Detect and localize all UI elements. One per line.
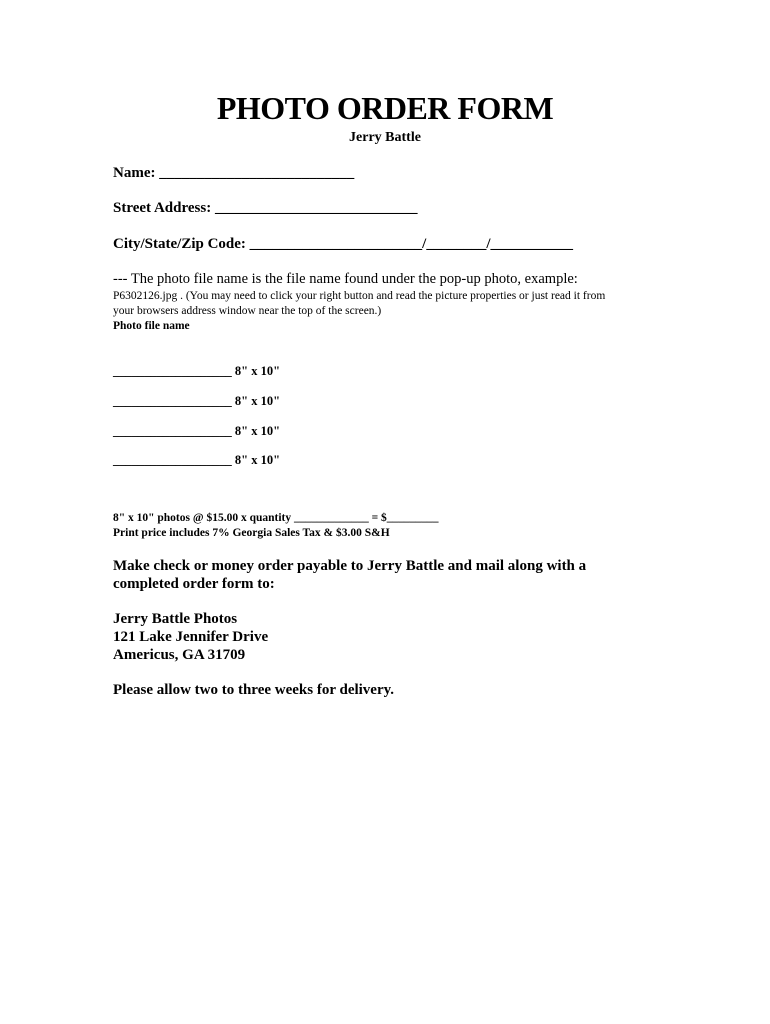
instruction-line-3: your browsers address window near the top of the screen.) (113, 305, 382, 317)
photo-line-1: ___________________ 8" x 10" (113, 364, 281, 378)
price-calculation-line: 8" x 10" photos @ $15.00 x quantity _____________ = $_________ (113, 512, 439, 524)
photo-line-3: ___________________ 8" x 10" (113, 424, 281, 438)
city-state-zip-field: City/State/Zip Code: _______________________/________/___________ (113, 236, 573, 252)
photo-file-name-label: Photo file name (113, 320, 190, 332)
street-address-field: Street Address: ___________________________ (113, 200, 418, 216)
mailing-address-city: Americus, GA 31709 (113, 647, 246, 663)
photo-line-2: ___________________ 8" x 10" (113, 394, 281, 408)
form-subtitle: Jerry Battle (349, 130, 421, 145)
mailing-address-street: 121 Lake Jennifer Drive (113, 629, 269, 645)
payment-instruction-line-2: completed order form to: (113, 576, 275, 592)
mailing-address-name: Jerry Battle Photos (113, 611, 238, 627)
form-title: PHOTO ORDER FORM (216, 90, 554, 126)
instruction-line-2: P6302126.jpg . (You may need to click your right button and read the picture properties or just read it from (113, 290, 606, 302)
price-tax-note: Print price includes 7% Georgia Sales Tax & $3.00 S&H (113, 527, 390, 539)
payment-instruction-line-1: Make check or money order payable to Jerry Battle and mail along with a (113, 558, 587, 574)
photo-line-4: ___________________ 8" x 10" (113, 453, 281, 467)
delivery-note: Please allow two to three weeks for delivery. (113, 682, 395, 698)
name-field: Name: __________________________ (113, 165, 355, 181)
instruction-line-1: --- The photo file name is the file name found under the pop-up photo, example: (113, 271, 578, 287)
